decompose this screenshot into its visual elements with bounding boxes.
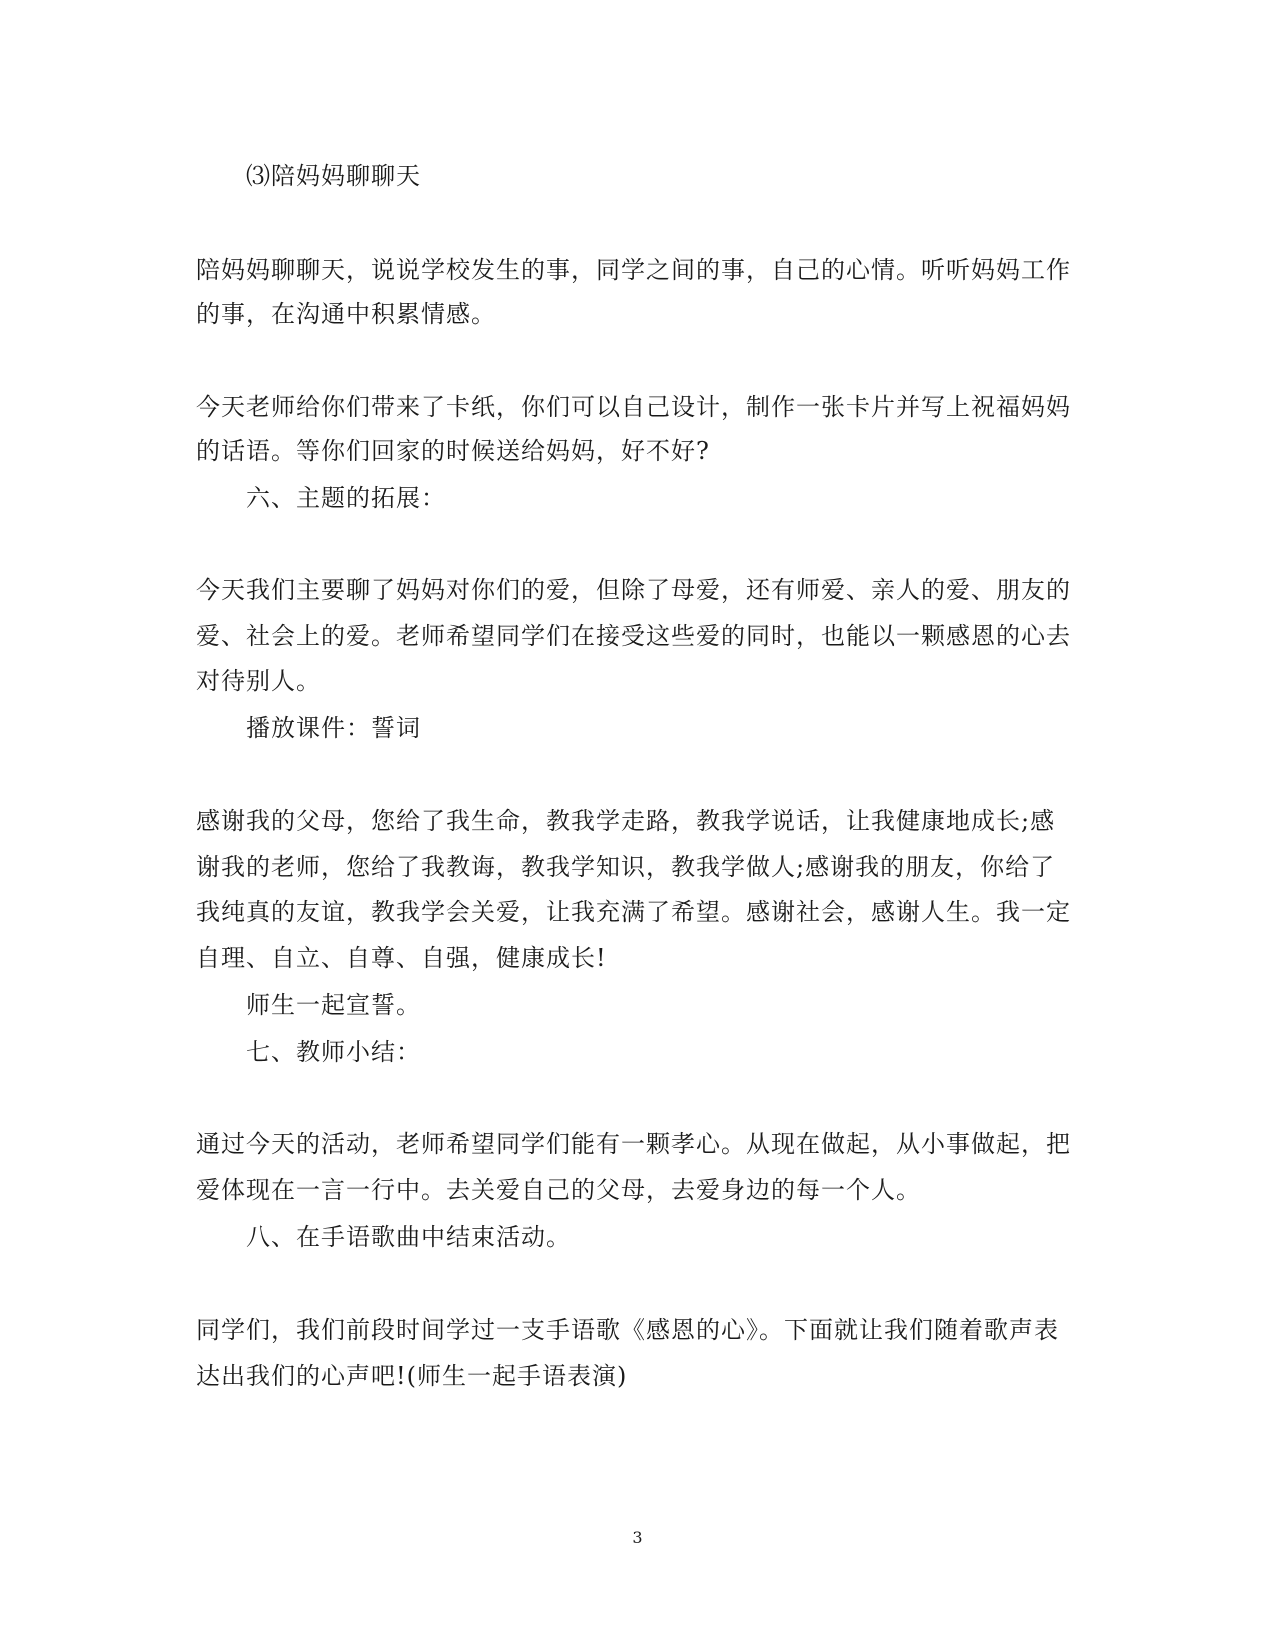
paragraph-line: 的事，在沟通中积累情感。: [196, 300, 496, 328]
oath-line: 我纯真的友谊，教我学会关爱，让我充满了希望。感谢社会，感谢人生。我一定: [196, 898, 1071, 926]
paragraph-line: 爱体现在一言一行中。去关爱自己的父母，去爱身边的每一个人。: [196, 1176, 921, 1204]
section-heading-6: 六、主题的拓展：: [246, 484, 446, 512]
paragraph-line: 今天我们主要聊了妈妈对你们的爱，但除了母爱，还有师爱、亲人的爱、朋友的: [196, 576, 1071, 604]
subheading-chat-with-mom: ⑶陪妈妈聊聊天: [246, 162, 421, 190]
paragraph-line: 对待别人。: [196, 667, 321, 695]
paragraph-line: 达出我们的心声吧!(师生一起手语表演): [196, 1362, 628, 1390]
paragraph-line: 的话语。等你们回家的时候送给妈妈，好不好?: [196, 437, 710, 465]
oath-line: 谢我的老师，您给了我教诲，教我学知识，教我学做人;感谢我的朋友，你给了: [196, 853, 1056, 881]
section-heading-7: 七、教师小结：: [246, 1038, 421, 1066]
paragraph-line: 通过今天的活动，老师希望同学们能有一颗孝心。从现在做起，从小事做起，把: [196, 1130, 1071, 1158]
paragraph-line: 同学们，我们前段时间学过一支手语歌《感恩的心》。下面就让我们随着歌声表: [196, 1316, 1059, 1344]
oath-line: 感谢我的父母，您给了我生命，教我学走路，教我学说话，让我健康地成长;感: [196, 807, 1056, 835]
oath-instruction: 师生一起宣誓。: [246, 991, 421, 1019]
page-number: 3: [632, 1528, 643, 1547]
section-heading-8: 八、在手语歌曲中结束活动。: [246, 1223, 571, 1251]
oath-line: 自理、自立、自尊、自强，健康成长!: [196, 944, 607, 972]
paragraph-line: 陪妈妈聊聊天，说说学校发生的事，同学之间的事，自己的心情。听听妈妈工作: [196, 256, 1071, 284]
courseware-label: 播放课件：誓词: [246, 714, 421, 742]
paragraph-line: 今天老师给你们带来了卡纸，你们可以自己设计，制作一张卡片并写上祝福妈妈: [196, 393, 1071, 421]
paragraph-line: 爱、社会上的爱。老师希望同学们在接受这些爱的同时，也能以一颗感恩的心去: [196, 622, 1071, 650]
